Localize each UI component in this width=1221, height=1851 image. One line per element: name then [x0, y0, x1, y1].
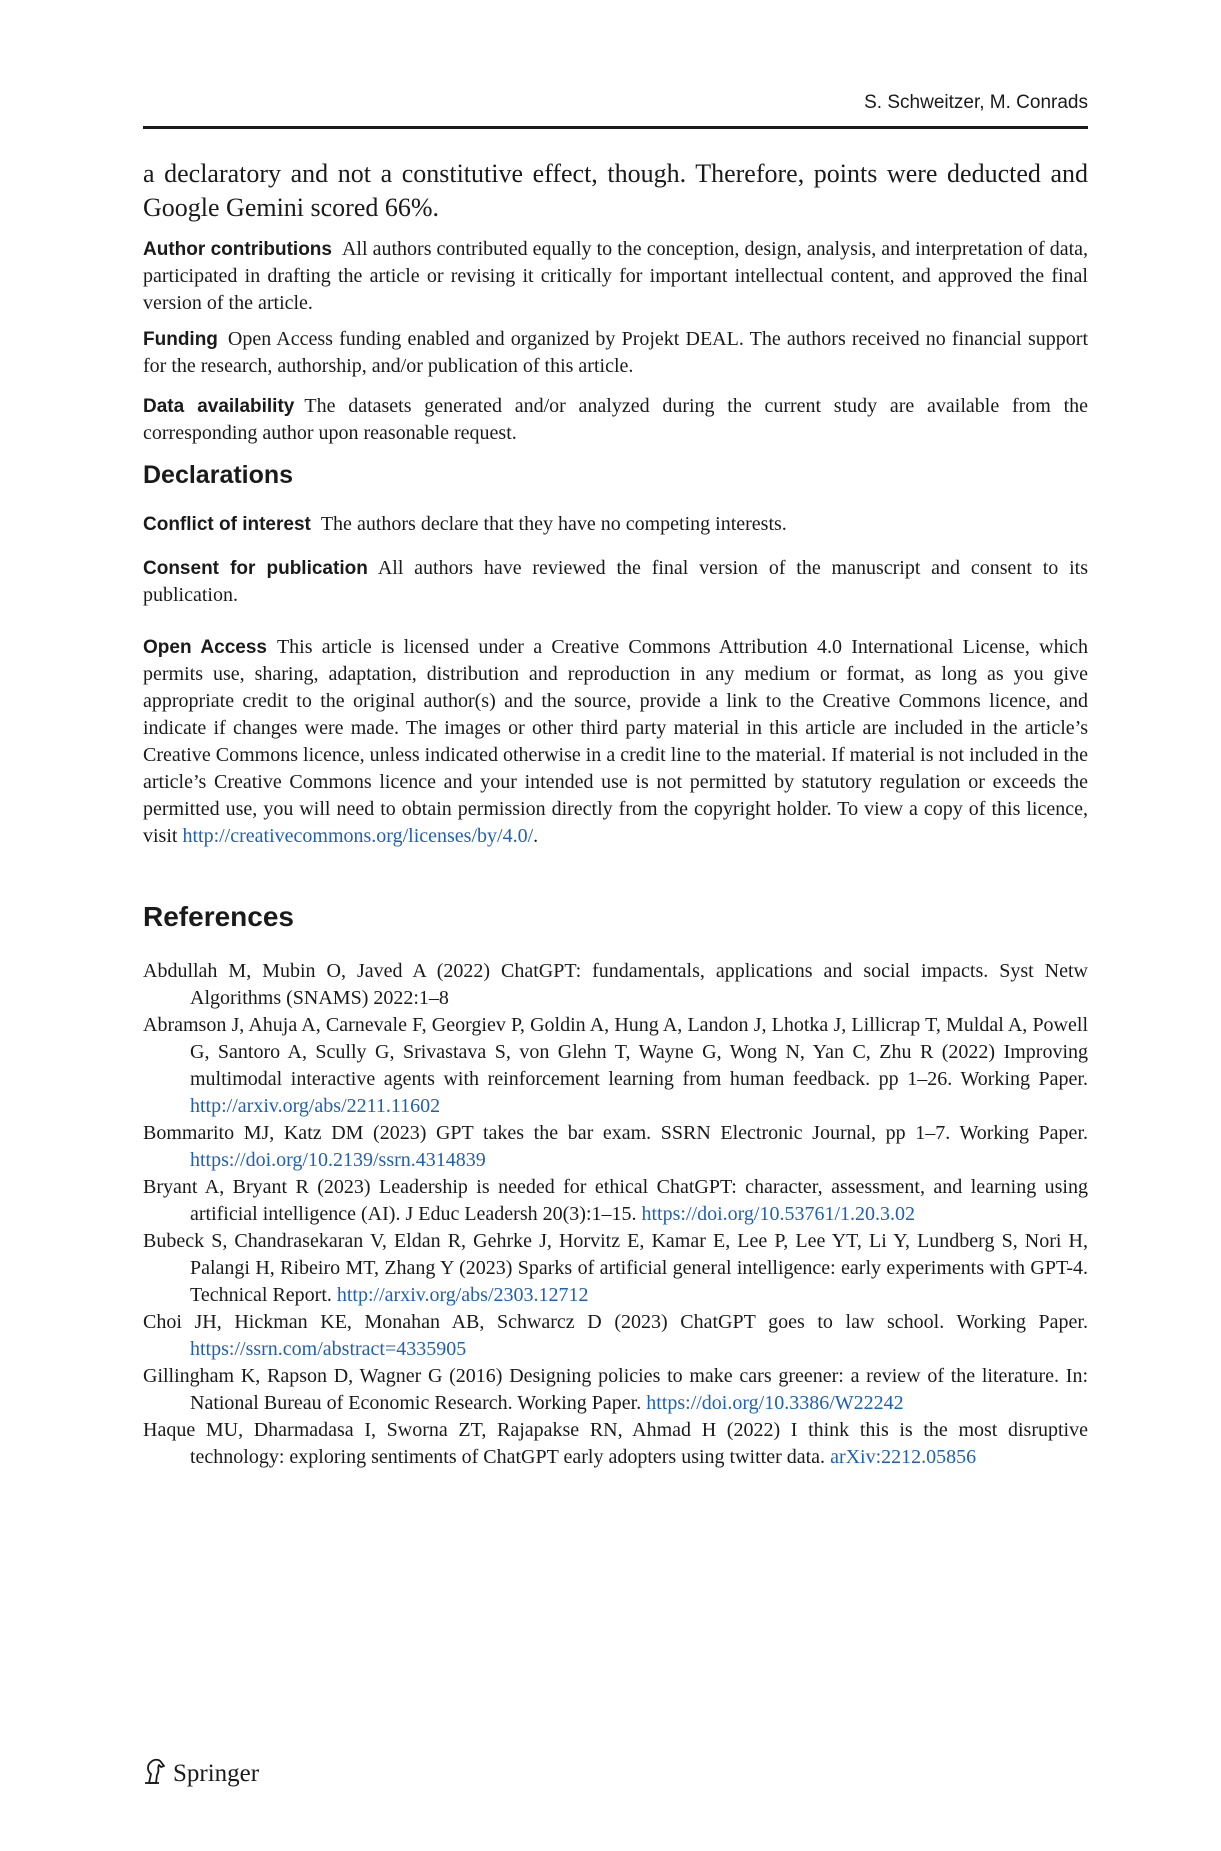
conflict-label: Conflict of interest — [143, 514, 311, 535]
reference-link[interactable]: http://arxiv.org/abs/2211.11602 — [190, 1095, 441, 1117]
springer-footer — [143, 1757, 259, 1790]
reference-link[interactable]: https://doi.org/10.53761/1.20.3.02 — [641, 1203, 916, 1225]
consent-label: Consent for publication — [143, 558, 368, 579]
reference-item — [143, 1309, 1088, 1363]
reference-link[interactable]: arXiv:2212.05856 — [830, 1446, 977, 1468]
reference-text: Haque MU, Dharmadasa I, Sworna ZT, Rajapakse RN, Ahmad H (2022) I think this is the most disruptive technology: exploring sentiments of ChatGPT early adopters using twitter data. — [143, 1419, 1088, 1468]
author-contributions-text: All authors contributed equally to the conception, design, analysis, and interpretation of data, participated in drafting the article or revising it critically for important intellectual content, and approved the final version of the article. — [143, 238, 1088, 314]
funding-text: Open Access funding enabled and organized by Projekt DEAL. The authors received no financial support for the research, authorship, and/or publication of this article. — [143, 328, 1088, 377]
reference-link[interactable]: https://doi.org/10.2139/ssrn.4314839 — [190, 1149, 486, 1171]
conflict-text: The authors declare that they have no competing interests. — [320, 513, 787, 535]
funding-section — [143, 326, 1088, 380]
reference-text: Bommarito MJ, Katz DM (2023) GPT takes the bar exam. SSRN Electronic Journal, pp 1–7. Working Paper. — [143, 1122, 1088, 1144]
reference-item — [143, 1417, 1088, 1471]
reference-link[interactable]: https://ssrn.com/abstract=4335905 — [190, 1338, 467, 1360]
references-list — [143, 958, 1088, 1471]
data-availability-text: The datasets generated and/or analyzed during the current study are available from the corresponding author upon reasonable request. — [143, 395, 1088, 444]
reference-item — [143, 1012, 1088, 1120]
reference-link[interactable]: https://doi.org/10.3386/W22242 — [646, 1392, 904, 1414]
references-heading: References — [143, 901, 294, 932]
open-access-label: Open Access — [143, 637, 267, 658]
data-availability-section — [143, 393, 1088, 447]
reference-item — [143, 1363, 1088, 1417]
license-link[interactable]: http://creativecommons.org/licenses/by/4.0/ — [182, 825, 534, 847]
reference-text: Bryant A, Bryant R (2023) Leadership is needed for ethical ChatGPT: character, assessment, and learning using artificial intelligence (AI). J Educ Leadersh 20(3):1–15. — [143, 1176, 1088, 1225]
reference-link[interactable]: http://arxiv.org/abs/2303.12712 — [336, 1284, 589, 1306]
reference-text: Gillingham K, Rapson D, Wagner G (2016) Designing policies to make cars greener: a review of the literature. In: National Bureau of Economic Research. Working Paper. — [143, 1365, 1088, 1414]
author-contributions-section — [143, 236, 1088, 317]
funding-label: Funding — [143, 329, 218, 350]
reference-item — [143, 958, 1088, 1012]
header-rule — [143, 126, 1088, 129]
reference-item — [143, 1228, 1088, 1309]
author-contributions-label: Author contributions — [143, 239, 332, 260]
reference-text: Abramson J, Ahuja A, Carnevale F, Georgiev P, Goldin A, Hung A, Landon J, Lhotka J, Lillicrap T, Muldal A, Powell G, Santoro A, Scully G, Srivastava S, von Glehn T, Wayne G, Wong N, Yan C, Zhu R (2022) Improving multimodal interactive agents with reinforcement learning from human feedback. pp 1–26. Working Paper. — [143, 1014, 1088, 1090]
running-header-authors: S. Schweitzer, M. Conrads — [864, 92, 1088, 113]
reference-item — [143, 1120, 1088, 1174]
conflict-section — [143, 511, 1088, 538]
declarations-heading: Declarations — [143, 461, 294, 489]
consent-section — [143, 555, 1088, 609]
open-access-section — [143, 634, 1088, 850]
open-access-text: This article is licensed under a Creative Commons Attribution 4.0 International License, which permits use, sharing, adaptation, distribution and reproduction in any medium or format, as long as you give appropriate credit to the original author(s) and the source, provide a link to the Creative Commons licence, and indicate if changes were made. The images or other third party material in this article are included in the article’s Creative Commons licence, unless indicated otherwise in a credit line to the material. If material is not included in the article’s Creative Commons licence and your intended use is not permitted by statutory regulation or exceeds the permitted use, you will need to obtain permission directly from the copyright holder. To view a copy of this licence, visit — [143, 636, 1089, 847]
springer-horse-icon — [143, 1757, 167, 1790]
reference-text: Bubeck S, Chandrasekaran V, Eldan R, Gehrke J, Horvitz E, Kamar E, Lee P, Lee YT, Li Y, Lundberg S, Nori H, Palangi H, Ribeiro MT, Zhang Y (2023) Sparks of artificial general intelligence: early experiments with GPT-4. Technical Report. — [143, 1230, 1088, 1306]
reference-item — [143, 1174, 1088, 1228]
open-access-end: . — [533, 825, 539, 847]
consent-text: All authors have reviewed the final version of the manuscript and consent to its publication. — [143, 557, 1088, 606]
reference-text: Choi JH, Hickman KE, Monahan AB, Schwarcz D (2023) ChatGPT goes to law school. Working Paper. — [143, 1311, 1088, 1333]
publisher-name: Springer — [173, 1759, 260, 1787]
reference-text: Abdullah M, Mubin O, Javed A (2022) ChatGPT: fundamentals, applications and social impacts. Syst Netw Algorithms (SNAMS) 2022:1–8 — [143, 960, 1088, 1009]
intro-paragraph: a declaratory and not a constitutive effect, though. Therefore, points were deducted and Google Gemini scored 66%. — [143, 159, 1088, 222]
data-availability-label: Data availability — [143, 396, 295, 417]
